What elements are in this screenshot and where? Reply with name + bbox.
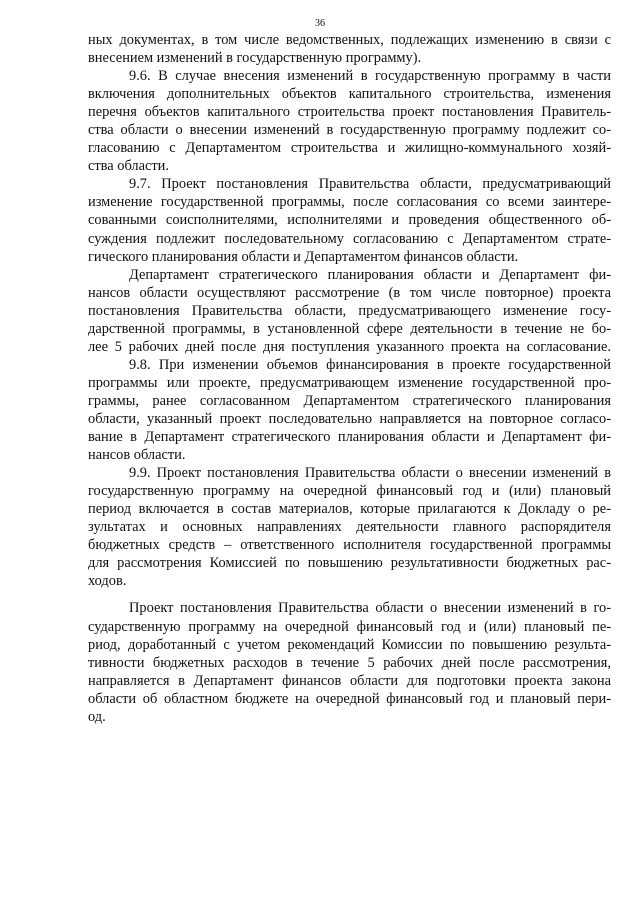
text-line: 9.7. Проект постановления Правительства области, предусматривающий	[129, 176, 611, 193]
text-line: бюджетных средств – ответственного исполнителя государственной программы	[88, 537, 611, 554]
text-line: нансов области.	[88, 447, 186, 464]
text-line: направляется в Департамент финансов области для подготовки проекта закона	[88, 672, 611, 689]
text-line: программы или проекте, предусматривающем изменение государственной про-	[88, 374, 611, 391]
paragraph-9-6	[88, 67, 611, 175]
text-line: внесением изменений в государственную программу).	[88, 50, 422, 67]
paragraph-9-9	[88, 464, 611, 590]
text-line: сованными соисполнителями, исполнителями и проведения общественного об-	[88, 212, 611, 229]
text-line: 9.6. В случае внесения изменений в государственную программу в части	[129, 68, 611, 85]
paragraph-review	[88, 266, 611, 356]
paragraph-9-8	[88, 356, 611, 464]
text-line: 9.9. Проект постановления Правительства области о внесении изменений в	[129, 465, 611, 482]
text-line: изменение государственной программы, после согласования со всеми заинтере-	[88, 194, 611, 211]
text-line: ства области о внесении изменений в государственную программу подлежит со-	[88, 122, 611, 139]
text-line: сударственную программу на очередной финансовый год и (или) плановый пе-	[88, 618, 611, 635]
document-body	[88, 31, 611, 726]
text-line: нансов области осуществляют рассмотрение (в том числе повторное) проекта	[88, 284, 611, 301]
text-line: тивности бюджетных расходов в течение 5 рабочих дней после рассмотрения,	[88, 654, 611, 671]
text-line: государственную программу на очередной финансовый год и (или) плановый	[88, 483, 611, 500]
page-number: 36	[315, 18, 325, 29]
text-line: период включается в состав материалов, которые прилагаются к Докладу о ре-	[88, 501, 611, 518]
text-line: перечня объектов капитального строительства проект постановления Правитель-	[88, 104, 611, 121]
text-line: включения дополнительных объектов капитального строительства, изменения	[88, 86, 611, 103]
text-line: Проект постановления Правительства области о внесении изменений в го-	[129, 600, 611, 617]
paragraph-final	[88, 599, 611, 725]
text-line: гического планирования области и Департаментом финансов области.	[88, 248, 519, 265]
text-line: области, указанный проект последовательно направляется на повторное согласо-	[88, 410, 611, 427]
text-line: зультатах и основных направлениях деятельности главного распорядителя	[88, 519, 611, 536]
text-line: вание в Департамент стратегического планирования области и Департамент фи-	[88, 429, 611, 446]
text-line: ных документах, в том числе ведомственных, подлежащих изменению в связи с	[88, 32, 611, 48]
text-line: Департамент стратегического планирования области и Департамент фи-	[129, 266, 611, 283]
text-line: од.	[88, 708, 106, 725]
text-line: постановления Правительства области, предусматривающего изменение госу-	[88, 302, 611, 319]
text-line: для рассмотрения Комиссией по повышению результативности бюджетных рас-	[88, 555, 611, 572]
text-line: 9.8. При изменении объемов финансирования в проекте государственной	[129, 356, 611, 373]
text-line: ходов.	[88, 573, 127, 590]
text-line: риод, доработанный с учетом рекомендаций Комиссии по повышению результа-	[88, 636, 611, 653]
text-line: лее 5 рабочих дней после дня поступления указанного проекта на согласование.	[88, 338, 611, 355]
paragraph-9-7	[88, 175, 611, 265]
text-line: граммы, ранее согласованном Департаментом стратегического планирования	[88, 392, 611, 409]
text-line: дарственной программы, в установленной сфере деятельности в течение не бо-	[88, 320, 611, 337]
text-line: области об областном бюджете на очередной финансовый год и плановый пери-	[88, 690, 611, 707]
text-line: ства области.	[88, 158, 169, 175]
text-line: суждения подлежит последовательному согласованию с Департаментом страте-	[88, 230, 611, 247]
text-line: гласованию с Департаментом строительства и жилищно-коммунального хозяй-	[88, 140, 611, 157]
paragraph-continuation	[88, 31, 611, 67]
